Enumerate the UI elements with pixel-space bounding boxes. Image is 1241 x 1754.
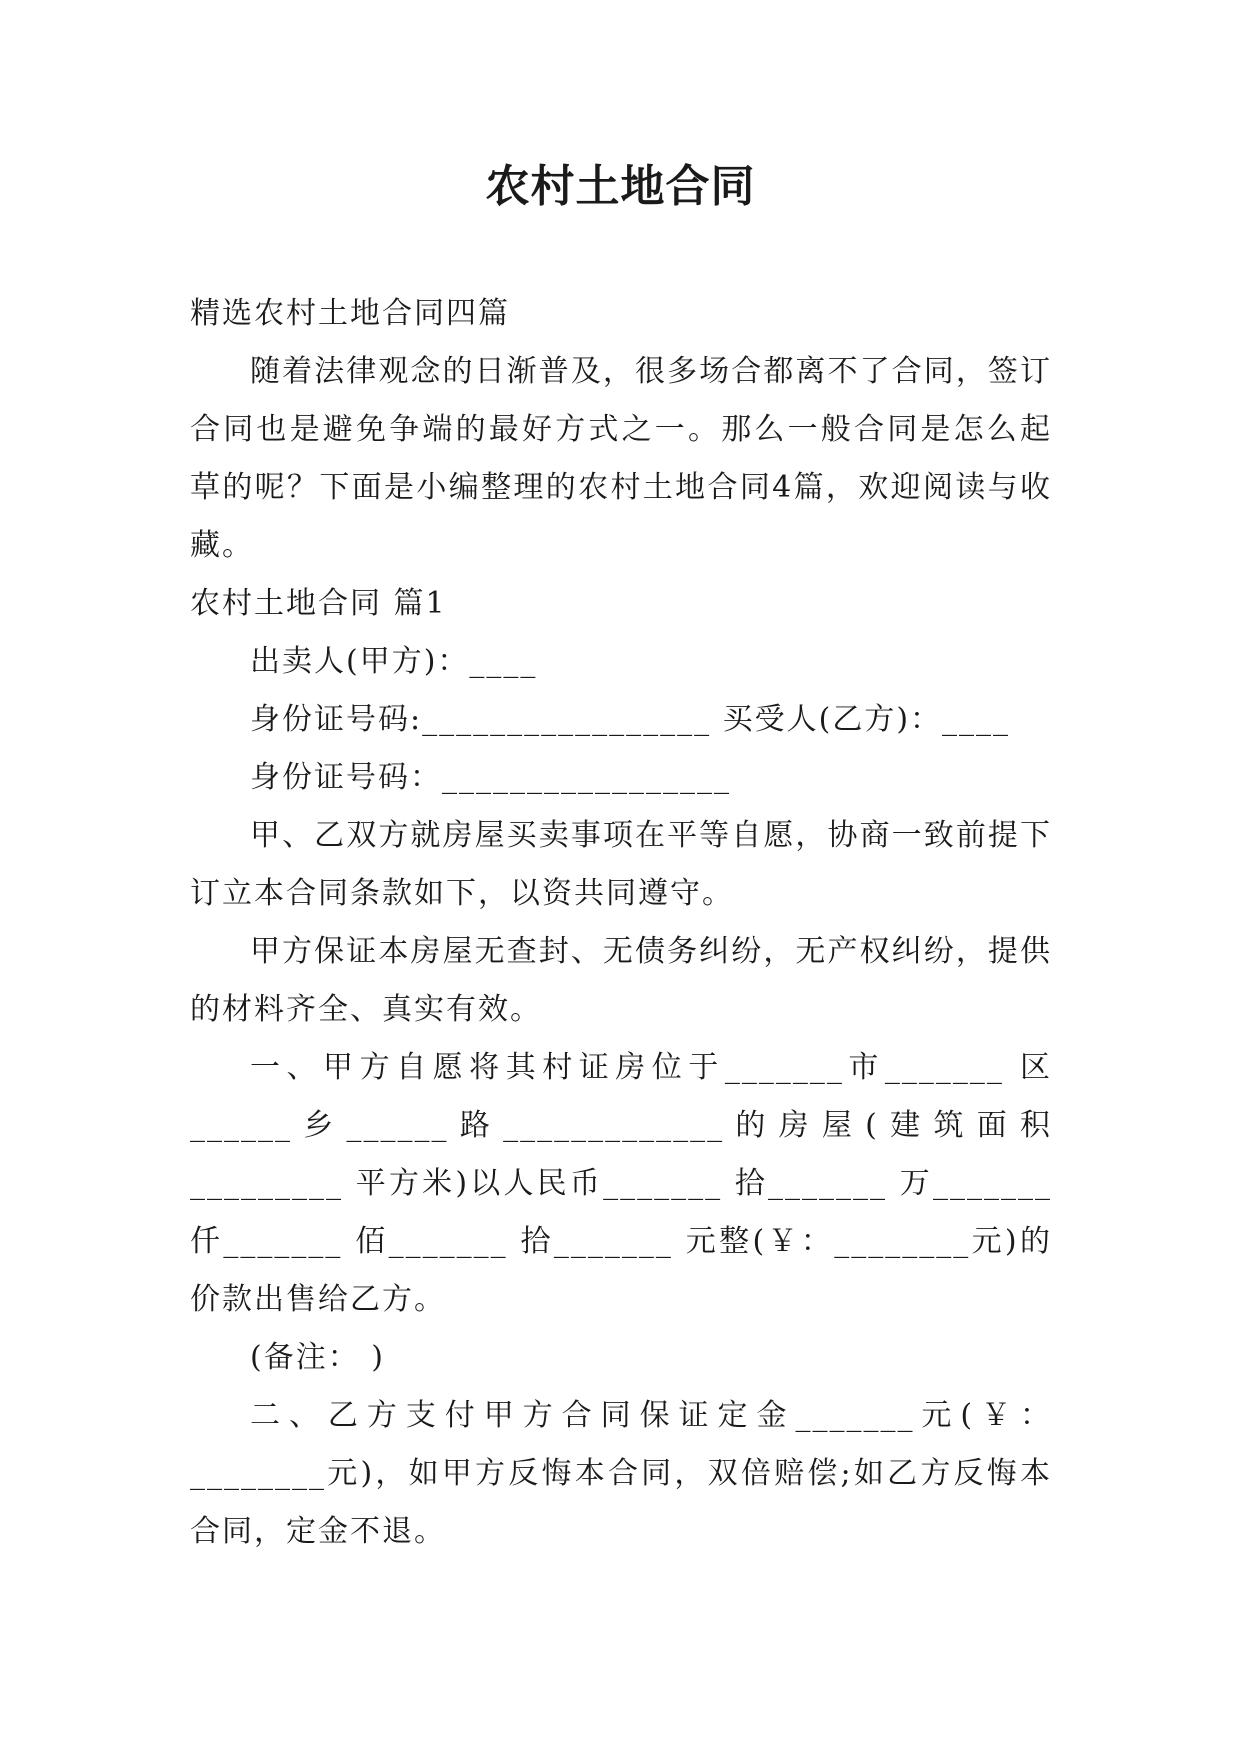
agreement-paragraph: 甲、乙双方就房屋买卖事项在平等自愿，协商一致前提下订立本合同条款如下，以资共同遵守。 — [190, 818, 1052, 911]
section-heading: 农村土地合同 篇1 — [190, 586, 447, 621]
intro-paragraph: 随着法律观念的日渐普及，很多场合都离不了合同，签订合同也是避免争端的最好方式之一。那么一般合同是怎么起草的呢？下面是小编整理的农村土地合同4篇，欢迎阅读与收藏。 — [190, 354, 1052, 563]
document-title: 农村土地合同 — [485, 161, 756, 212]
clause-two: 二、乙方支付甲方合同保证定金_______元(￥：________元)，如甲方反悔本合同，双倍赔偿;如乙方反悔本合同，定金不退。 — [190, 1398, 1052, 1549]
clause-one: 一、甲方自愿将其村证房位于_______市_______ 区______乡______路_____________的房屋(建筑面积_________ 平方米)以人民币_______ 拾_______ 万_______仟_______ 佰_______ 拾_______ 元整(￥：________元)的价款出售给乙方。 — [190, 1050, 1052, 1317]
document-body — [190, 285, 1052, 1561]
seller-line: 出卖人(甲方)：____ — [250, 644, 538, 679]
guarantee-paragraph: 甲方保证本房屋无查封、无债务纠纷，无产权纠纷，提供的材料齐全、真实有效。 — [190, 934, 1052, 1027]
buyer-id-line: 身份证号码：_________________ — [250, 760, 731, 795]
remark-line: (备注： ) — [250, 1340, 385, 1375]
subtitle: 精选农村土地合同四篇 — [190, 296, 510, 331]
id-buyer-line: 身份证号码:_________________ 买受人(乙方)：____ — [250, 702, 1011, 737]
